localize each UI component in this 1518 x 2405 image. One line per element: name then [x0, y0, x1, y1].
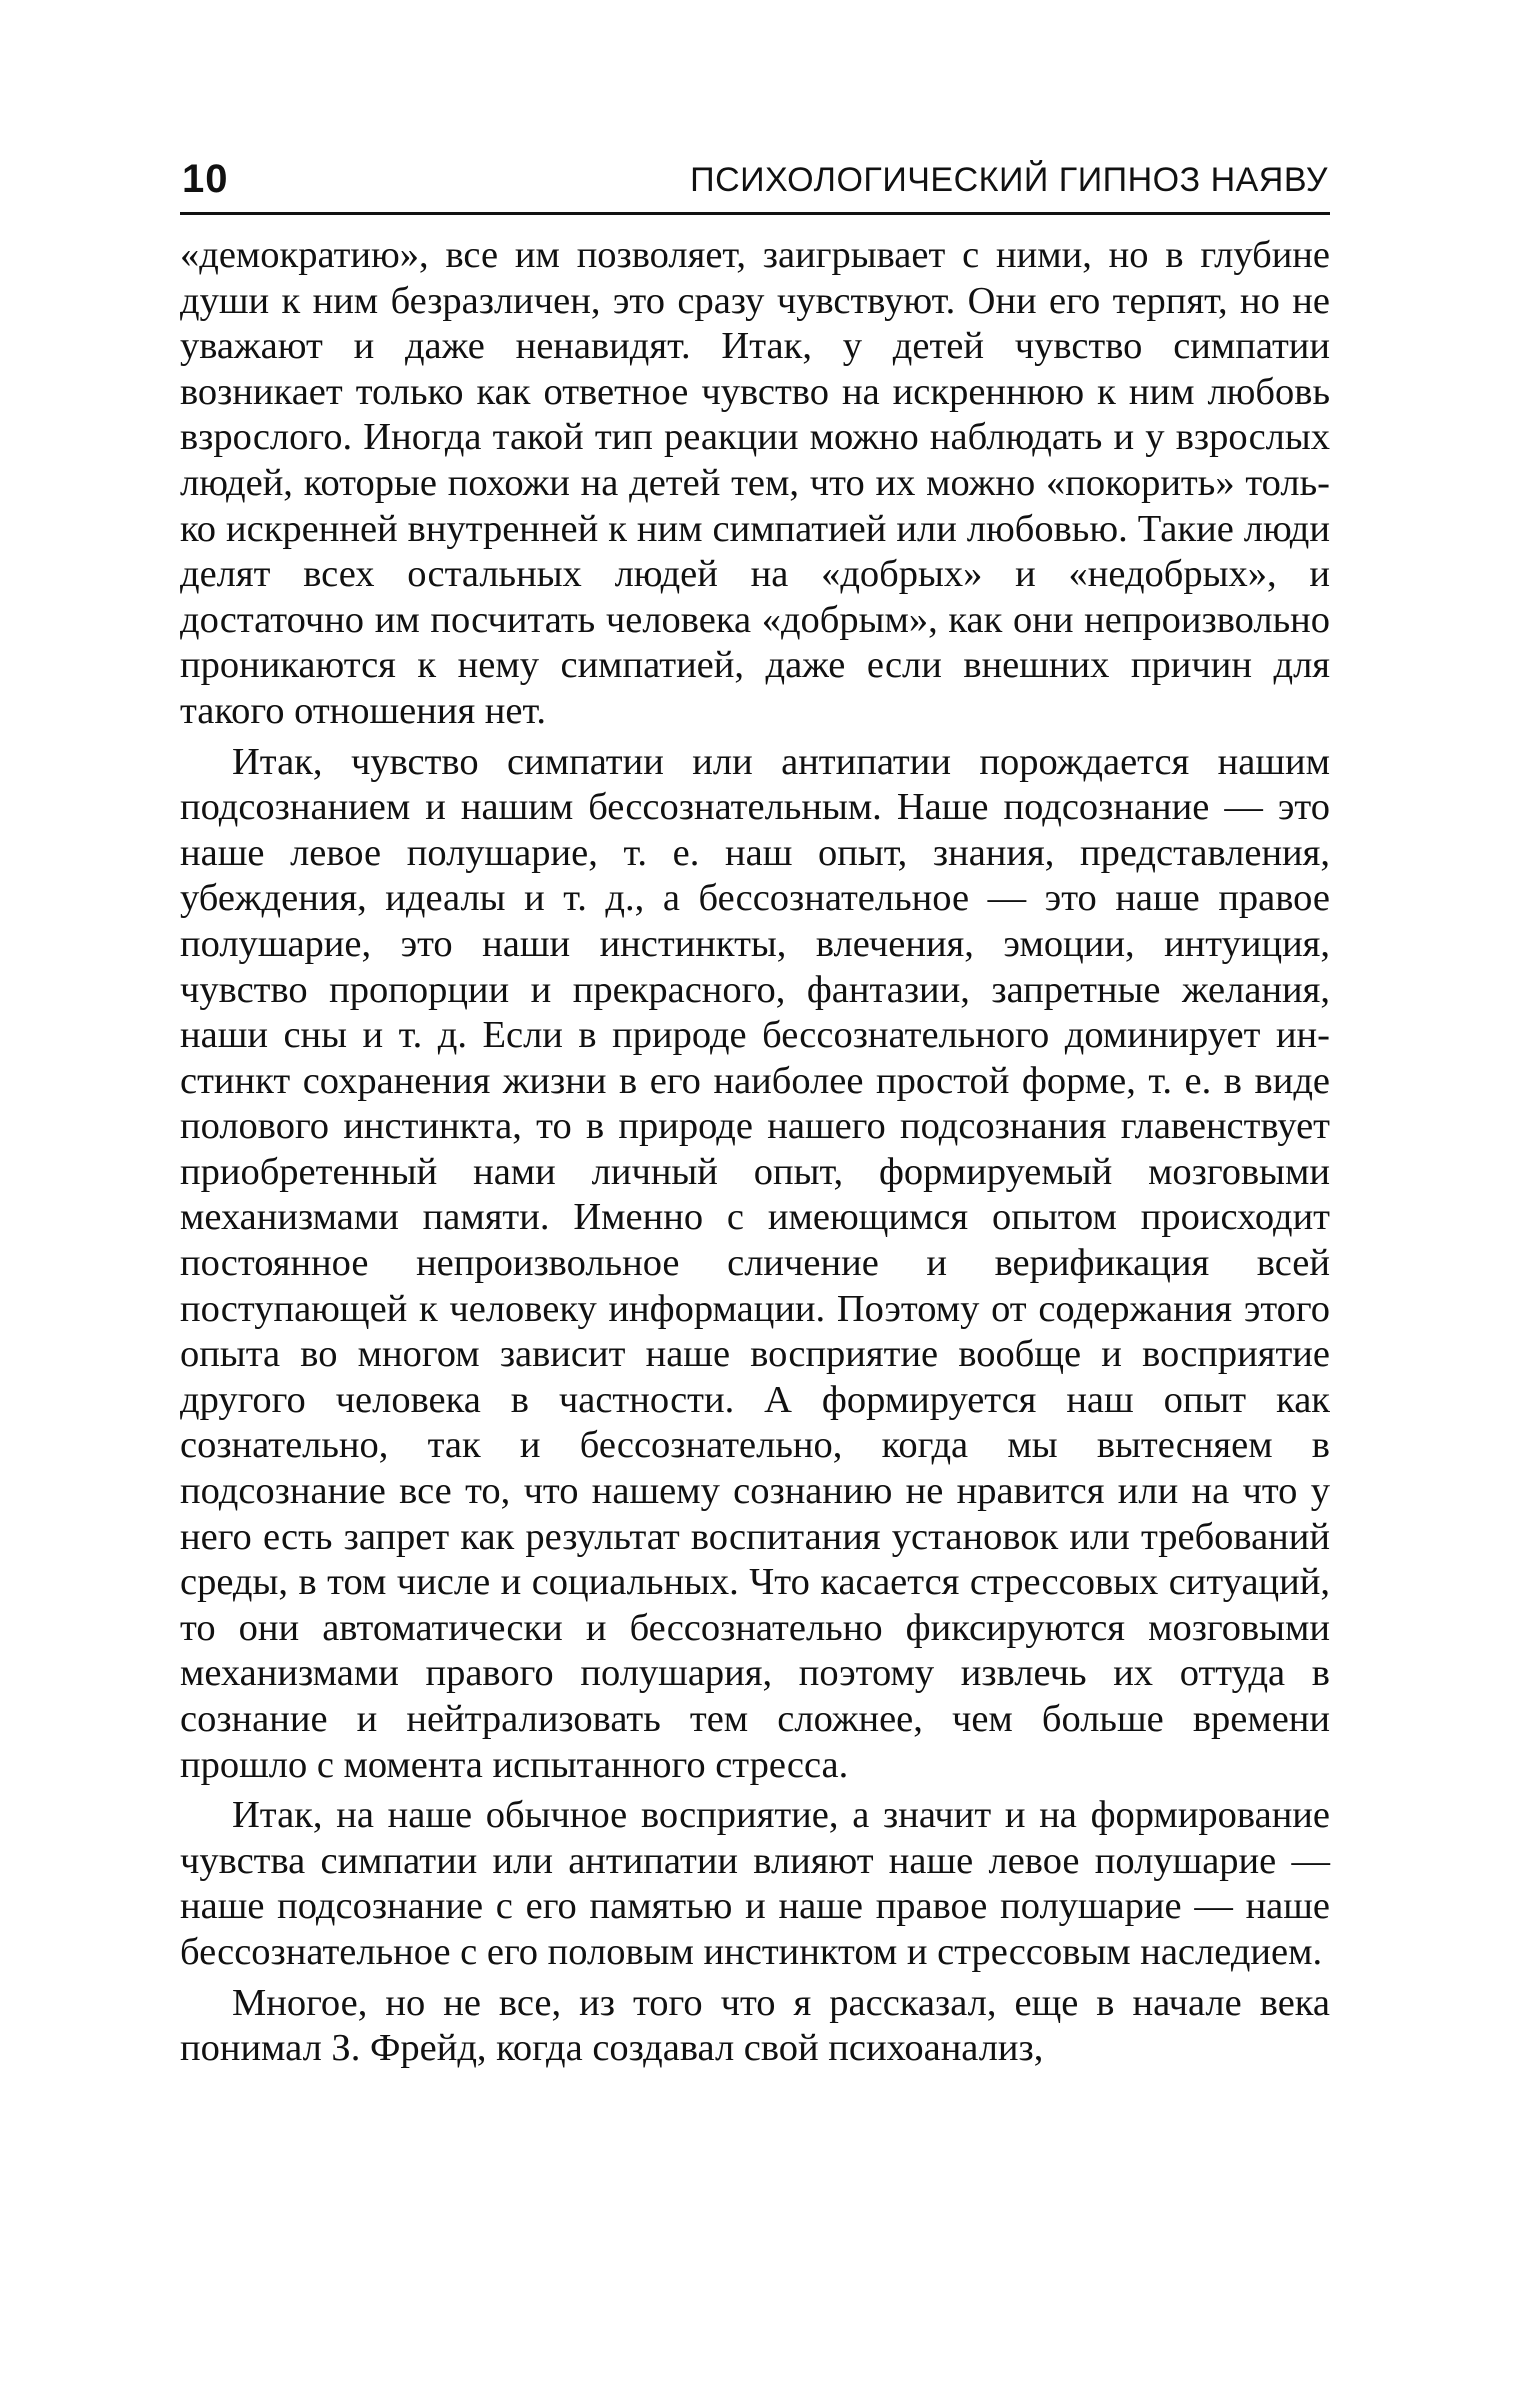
paragraph-2: Итак, чувство симпатии или антипатии порождается нашим подсознанием и нашим бессознательным. Наше подсознание — это наше левое полушарие, т. е. наш опыт, знания, представления, убеждения, идеалы и т. д., а бессознательное — это наше правое полушарие, это наши инстинкты, влечения, эмоции, интуиция, чувство пропорции и прекрасного, фантазии, запретные желания, наши сны и т. д. Если в природе бессознательного доминирует инстинкт сохранения жизни в его наиболее простой форме, т. е. в виде полового инстинкта, то в природе нашего подсознания главенствует приобретенный нами личный опыт, формируемый мозговыми механизмами памяти. Именно с имеющимся опытом происходит постоянное непроизвольное сличение и верификация всей поступающей к человеку информации. Поэтому от содержания этого опыта во многом зависит наше восприятие вообще и восприятие другого человека в частности. А формируется наш опыт как сознательно, так и бессознательно, когда мы вытесняем в подсознание все то, что нашему сознанию не нравится или на что у него есть запрет как результат воспитания установок или требований среды, в том числе и социальных. Что касается стрессовых ситуаций, то они автоматически и бессознательно фиксируются мозговыми механизмами правого полушария, поэтому извлечь их оттуда в сознание и нейтрализовать тем сложнее, чем больше времени прошло с момента испытанного стресса.	[180, 740, 1330, 1786]
running-title: ПСИХОЛОГИЧЕСКИЙ ГИПНОЗ НАЯВУ	[690, 161, 1328, 199]
paragraph-1: «демократию», все им позволяет, заигрывает с ними, но в глубине души к ним безразличен, это сразу чувствуют. Они его терпят, но не уважают и даже ненавидят. Итак, у детей чувство симпатии возникает только как ответное чувство на искреннюю к ним любовь взрослого. Иногда такой тип реакции можно наблюдать и у взрослых людей, которые похожи на детей тем, что их можно «покорить» только искренней внутренней к ним симпатией или любовью. Такие люди делят всех остальных людей на «добрых» и «недобрых», и достаточно им посчитать человека «добрым», как они непроизвольно проникаются к нему симпатией, даже если внешних причин для такого отношения нет.	[180, 234, 1330, 732]
paragraph-3: Итак, на наше обычное восприятие, а значит и на формирование чувства симпатии или антипатии влияют наше левое полушарие — наше подсознание с его памятью и наше правое полушарие — наше бессознательное с его половым инстинктом и стрессовым наследием.	[180, 1794, 1330, 1973]
page-number: 10	[182, 157, 229, 201]
page-header	[180, 140, 1330, 215]
paragraph-4: Многое, но не все, из того что я рассказал, еще в начале века понимал З. Фрейд, когда создавал свой психоанализ,	[180, 1981, 1330, 2070]
body-text	[180, 233, 1330, 2072]
book-page	[180, 140, 1330, 2077]
